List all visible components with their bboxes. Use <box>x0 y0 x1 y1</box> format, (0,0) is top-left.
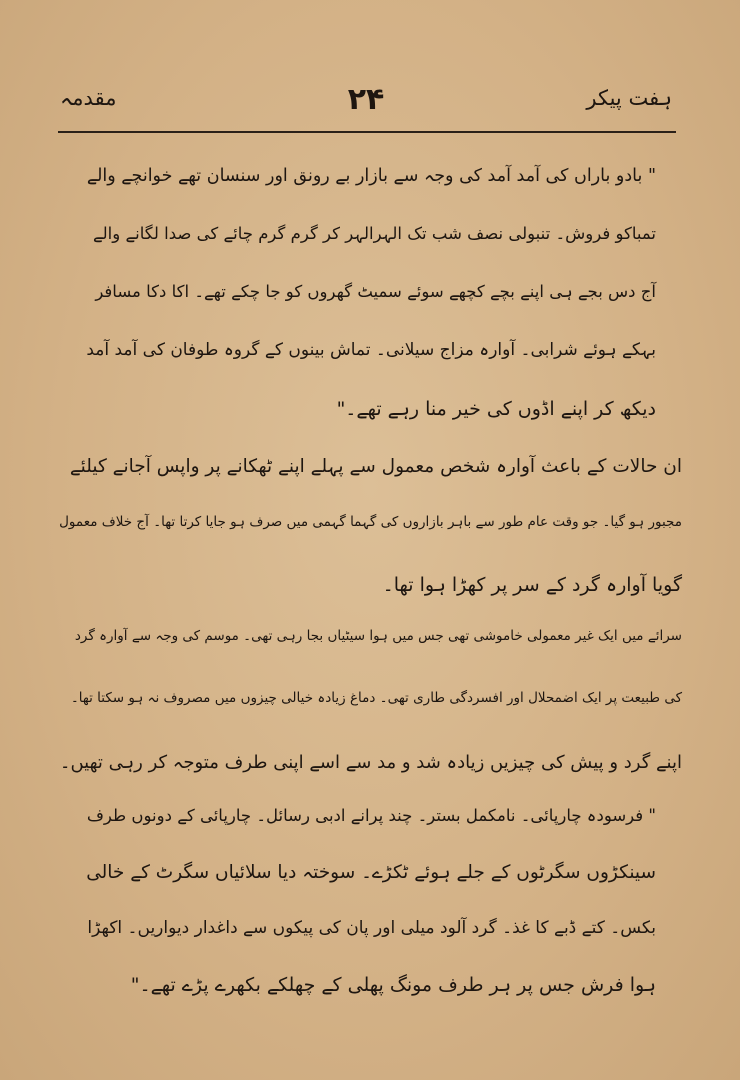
header-rule <box>58 131 676 133</box>
text-line: ہوا فرش جس پر ہر طرف مونگ پھلی کے چھلکے بکھرے پڑے تھے۔" <box>130 974 656 996</box>
text-line: بہکے ہوئے شرابی۔ آوارہ مزاج سیلانی۔ تماش بینوں کے گروہ طوفان کی آمد آمد <box>86 340 656 360</box>
text-line: گویا آوارہ گرد کے سر پر کھڑا ہوا تھا۔ <box>382 574 682 596</box>
text-line: ان حالات کے باعث آوارہ شخص معمول سے پہلے اپنے ٹھکانے پر واپس آجانے کیلئے <box>69 456 682 477</box>
paragraph-2 <box>58 458 682 618</box>
text-line: " فرسودہ چارپائی۔ نامکمل بستر۔ چند پرانے ادبی رسائل۔ چارپائی کے دونوں طرف <box>86 806 656 825</box>
text-line: تمباکو فروش۔ تنبولی نصف شب تک الہرالہر کر گرم گرم چائے کی صدا لگانے والے <box>92 224 656 243</box>
paragraph-4 <box>84 808 656 1028</box>
text-line: سینکڑوں سگرٹوں کے جلے ہوئے ٹکڑے۔ سوختہ دیا سلائیاں سگرٹ کے خالی <box>86 862 656 883</box>
text-line: اپنے گرد و پیش کی چیزیں زیادہ شد و مد سے اسے اپنی طرف متوجہ کر رہی تھیں۔ <box>59 752 682 773</box>
text-line: مجبور ہو گیا۔ جو وقت عام طور سے باہر بازاروں کی گہما گہمی میں صرف ہو جایا کرتا تھا۔ آج خلاف معمول <box>59 514 682 530</box>
book-title: ہفت پیکر <box>586 86 672 110</box>
section-title: مقدمہ <box>60 86 117 110</box>
text-line: آج دس بجے ہی اپنے بچے کچھے سوئے سمیٹ گھروں کو جا چکے تھے۔ اکا دکا مسافر <box>95 282 656 301</box>
page-number: ۲۴ <box>347 82 385 117</box>
text-line: دیکھ کر اپنے اڈوں کی خیر منا رہے تھے۔" <box>336 398 656 420</box>
text-line: سرائے میں ایک غیر معمولی خاموشی تھی جس میں ہوا سیٹیاں بجا رہی تھی۔ موسم کی وجہ سے آوارہ گرد <box>74 628 682 644</box>
text-line: کی طبیعت پر ایک اضمحلال اور افسردگی طاری تھی۔ دماغ زیادہ خیالی چیزوں میں مصروف نہ ہو سکتا تھا۔ <box>70 690 682 706</box>
text-line: بکس۔ کتے ڈبے کا غذ۔ گرد آلود میلی اور پان کی پیکوں سے داغدار دیواریں۔ اکھڑا <box>87 918 656 938</box>
running-header <box>60 82 672 122</box>
text-line: " بادو باراں کی آمد آمد کی وجہ سے بازار بے رونق اور سنسان تھے خوانچے والے <box>86 166 656 186</box>
paragraph-1 <box>84 168 656 458</box>
paragraph-3 <box>58 630 682 790</box>
